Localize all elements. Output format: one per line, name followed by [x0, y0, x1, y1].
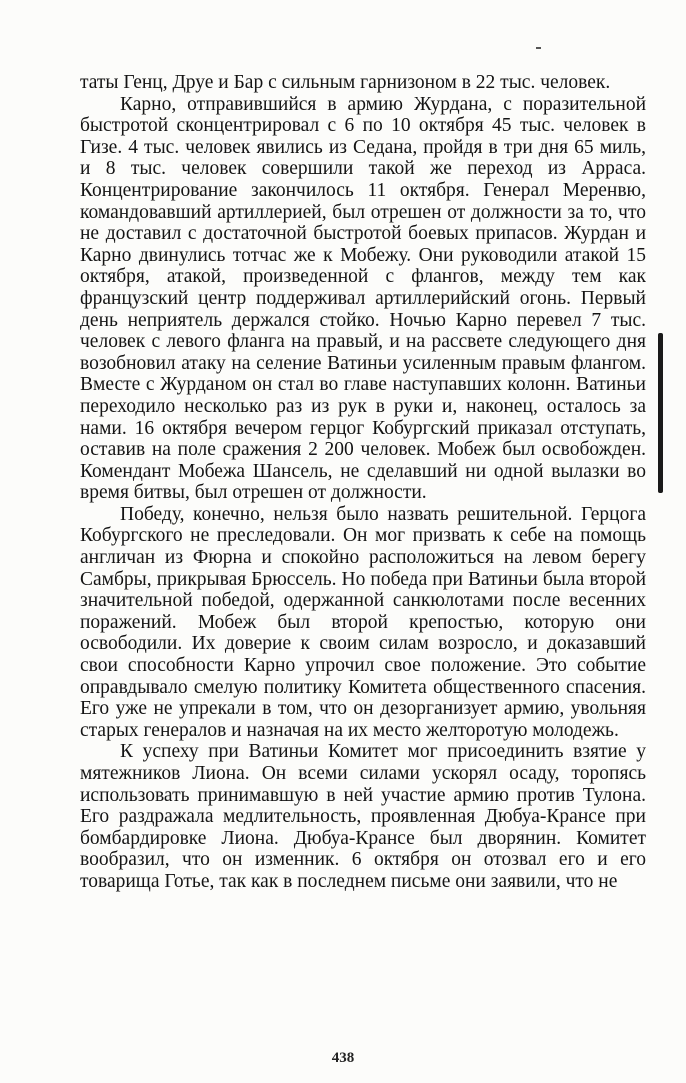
paragraph-1: таты Генц, Друе и Бар с сильным гарнизоном в 22 тыс. человек. — [80, 72, 611, 93]
paragraph-2: Карно, отправившийся в армию Журдана, с поразительной быстротой сконцентрировал с 6 по 10 октября 45 тыс. человек в Гизе. 4 тыс. человек явились из Седана, пройдя в три дня 65 миль, и 8 тыс. человек совершили такой же переход из Арраса. Концентрирование закончилось 11 октября. Генерал Меренвю, командовавший артиллерией, был отрешен от должности за то, что не доставил с достаточной быстротой боевых припасов. Журдан и Карно двинулись тотчас же к Мобежу. Они руководили атакой 15 октября, атакой, произведенной с флангов, между тем как французский центр поддерживал артиллерийский огонь. Первый день неприятель держался стойко. Ночью Карно перевел 7 тыс. человек с левого фланга на правый, и на рассвете следующего дня возобновил атаку на селение Ватиньи усиленным правым флангом. Вместе с Журданом он стал во главе наступавших колонн. Ватиньи переходило несколько раз из рук в руки и, наконец, осталось за нами. 16 октября вечером герцог Кобургский приказал отступать, оставив на поле сражения 2 200 человек. Мобеж был освобожден. Комендант Мобежа Шансель, не сделавший ни одной вылазки во время битвы, был отрешен от должности. — [80, 93, 646, 504]
scan-speck — [536, 47, 541, 49]
body-text — [80, 72, 646, 893]
page-number: 438 — [331, 1050, 355, 1066]
paragraph-3: Победу, конечно, нельзя было назвать решительной. Герцога Кобургского не преследовали. Он мог призвать к себе на помощь англичан из Фюрна и спокойно расположиться на левом берегу Самбры, прикрывая Брюссель. Но победа при Ватиньи была второй значительной победой, одержанной санкюлотами после весенних поражений. Мобеж был второй крепостью, которую они освободили. Их доверие к своим силам возросло, и доказавший свои способности Карно упрочил свое положение. Это событие оправдывало смелую политику Комитета общественного спасения. Его уже не упрекали в том, что он дезорганизует армию, увольняя старых генералов и назначая на их место желторотую молодежь. — [80, 503, 646, 741]
paragraph-4: К успеху при Ватиньи Комитет мог присоединить взятие у мятежников Лиона. Он всеми силами ускорял осаду, торопясь использовать принимавшую в ней участие армию против Тулона. Его раздражала медлительность, проявленная Дюбуа-Крансе при бомбардировке Лиона. Дюбуа-Крансе был дворянин. Комитет вообразил, что он изменник. 6 октября он отозвал его и его товарища Готье, так как в последнем письме они заявили, что не — [80, 741, 646, 892]
margin-mark — [658, 333, 663, 493]
